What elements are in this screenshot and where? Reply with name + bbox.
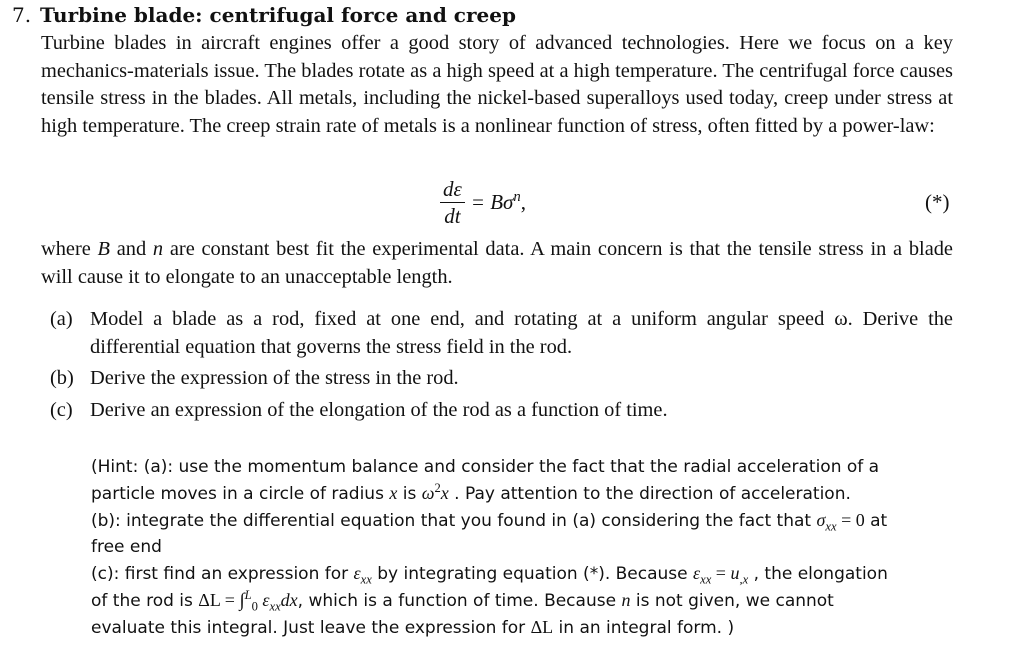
hint-a-line-2 [91,480,953,507]
math-delta-l-text: ΔL [530,617,554,637]
after-equation-paragraph [41,236,953,291]
part-label: (a) [50,308,73,330]
math-dx: dx [280,590,298,610]
derivative-fraction [440,178,465,227]
hint-text: . Pay attention to the direction of acceleration. [448,484,851,504]
hint-text: , which is a function of time. Because [297,591,622,611]
equation-exponent: n [513,188,521,205]
symbol-B: B [97,238,111,260]
hint-text: by integrating equation (*). Because [371,564,694,584]
math-sigma-xx [816,510,837,534]
math-equals: = [711,563,731,583]
math-subscript: ,x [739,572,749,587]
equation-trailing: , [520,189,526,214]
hint-c-line-2 [91,587,953,614]
math-subscript: xx [269,599,281,614]
hint-c-line-3 [91,614,953,641]
fraction-denominator: dt [444,203,461,228]
math-u: u [730,563,740,583]
intro-paragraph: Turbine blades in aircraft engines offer a good story of advanced technologies. Here we focus on a key mechanics-materials issue. The blades rotate as a high speed at a high temperature. The centrifugal force causes tensile stress in the blades. All metals, including the nickel-based superalloys used today, creep under stress at high temperature. The creep strain rate of metals is a nonlinear function of stress, often fitted by a power-law: [41,32,953,137]
equation-label: (*) [925,190,950,214]
math-omega-squared-x [422,483,449,503]
hint-block [91,454,953,641]
hint-text: at [864,511,888,531]
hint-c-line-1 [91,560,953,587]
problem-title: Turbine blade: centrifugal force and creep [40,3,516,27]
part-label: (c) [50,398,73,421]
fraction-numerator: dε [440,178,465,203]
hint-text: of the rod is [91,591,199,611]
symbol-n: n [152,238,164,260]
integral-sign: ∫ [239,590,245,611]
problem-number: 7. [12,3,32,27]
part-a [50,306,953,361]
power-law-equation [440,174,526,230]
math-equals-zero [837,510,865,530]
part-label: (b) [50,367,74,390]
hint-text: is [397,484,422,504]
hint-text: (c): first find an expression for [91,564,354,584]
after-eq-text-3: are constant best fit the experimental data. A main concern is that the tensile stress in a blade will cause it to elongate to an unacceptable length. [41,238,953,288]
hint-a-line-1: (Hint: (a): use the momentum balance and consider the fact that the radial acceleration of a [91,457,880,477]
math-epsilon: ε [353,563,361,583]
math-equals: = 0 [836,510,865,530]
math-exponent: 2 [434,481,441,495]
integral-lower-limit: 0 [251,599,258,614]
math-eps-xx [353,563,372,587]
math-sigma: σ [816,510,826,530]
math-epsilon: ε [693,563,701,583]
math-subscript: xx [825,519,837,534]
integral-upper-limit: L [244,588,252,602]
after-eq-text-2: and [110,238,153,260]
math-subscript: xx [700,572,712,587]
question-parts [50,306,953,428]
math-delta-l: ΔL = [198,590,240,610]
problem-header [12,2,516,28]
hint-text: particle moves in a circle of radius [91,484,390,504]
hint-text: in an integral form. ) [553,618,735,638]
hint-b-line-2: free end [91,537,162,557]
math-eps-xx-eq-u [693,563,749,587]
equation-rhs [471,190,526,215]
part-text: Derive an expression of the elongation of the rod as a function of time. [90,398,668,421]
after-eq-text-1: where [41,238,98,260]
hint-text: , the elongation [748,564,888,584]
part-b [50,365,953,393]
math-omega: ω [421,483,435,503]
hint-text: is not given, we cannot [630,591,834,611]
math-delta-l-integral [198,588,298,614]
part-text: Derive the expression of the stress in the rod. [90,367,459,390]
equation-rhs-text: = Bσ [470,189,514,214]
part-c [50,397,953,425]
math-x: x [389,483,398,503]
hint-text: (b): integrate the differential equation that you found in (a) considering the fact that [91,511,817,531]
math-subscript: xx [360,572,372,587]
part-text: Model a blade as a rod, fixed at one end, and rotating at a uniform angular speed ω. Derive the differential equation that governs the stress field in the rod. [90,308,953,358]
hint-text: evaluate this integral. Just leave the expression for [91,618,531,638]
math-delta-l [531,617,554,637]
math-x: x [440,483,449,503]
math-n: n [621,590,631,610]
math-epsilon: ε [262,590,270,610]
hint-b-line-1 [91,507,953,534]
